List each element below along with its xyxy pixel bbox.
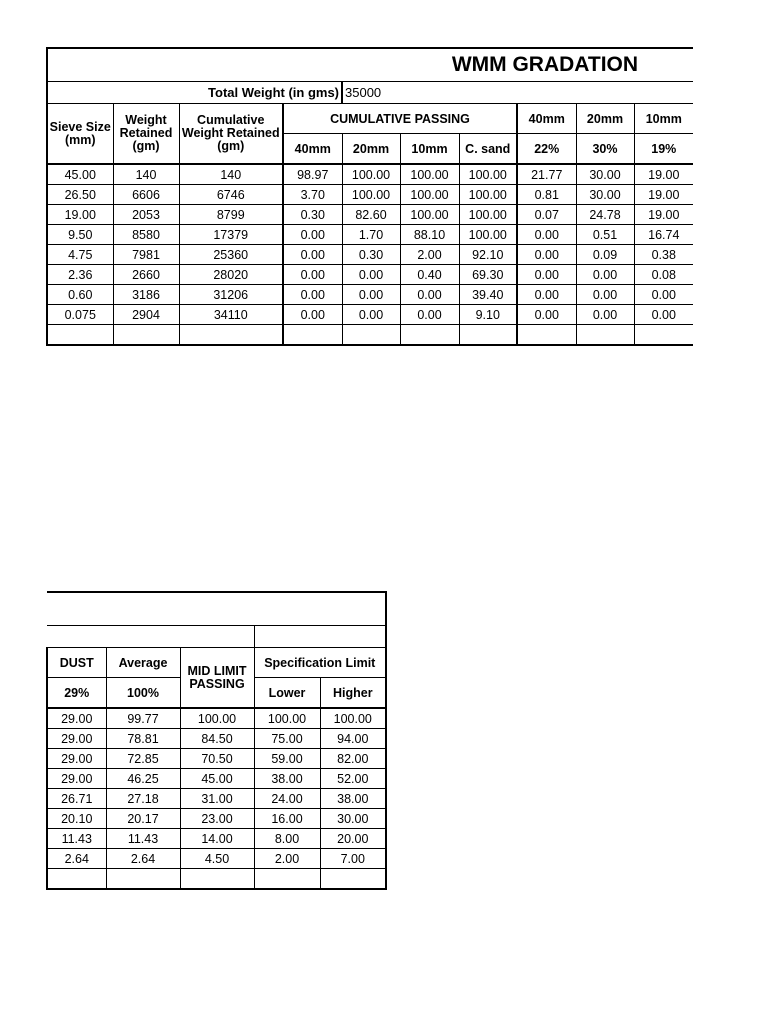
table-cell: 17379 bbox=[179, 225, 283, 245]
table-cell bbox=[106, 869, 180, 890]
table-cell: 29.00 bbox=[47, 708, 106, 729]
table-cell: 0.00 bbox=[517, 245, 576, 265]
header-spec-limit: Specification Limit bbox=[254, 648, 386, 678]
table-cell bbox=[459, 325, 517, 346]
table-cell: 0.60 bbox=[47, 285, 113, 305]
table-cell: 14.00 bbox=[180, 829, 254, 849]
table-row bbox=[47, 245, 693, 265]
table-cell: 46.25 bbox=[106, 769, 180, 789]
specification-table-body bbox=[47, 708, 386, 869]
header-passing-10mm: 10mm bbox=[400, 134, 459, 165]
table-cell: 0.30 bbox=[283, 205, 342, 225]
header-blend-40mm: 40mm bbox=[517, 104, 576, 134]
table-cell: 4.50 bbox=[180, 849, 254, 869]
table-cell bbox=[179, 325, 283, 346]
header-cumulative-passing: CUMULATIVE PASSING bbox=[283, 104, 517, 134]
table-cell: 3186 bbox=[113, 285, 179, 305]
table-cell: 30.00 bbox=[576, 185, 634, 205]
table-cell: 19.00 bbox=[634, 164, 693, 185]
table-cell: 29.00 bbox=[47, 769, 106, 789]
table-cell: 59.00 bbox=[254, 749, 320, 769]
page-title: WMM GRADATION bbox=[47, 48, 693, 82]
table-cell: 0.30 bbox=[342, 245, 400, 265]
table-cell: 100.00 bbox=[459, 225, 517, 245]
table-cell: 27.18 bbox=[106, 789, 180, 809]
table-cell: 140 bbox=[179, 164, 283, 185]
header-blend-20mm: 20mm bbox=[576, 104, 634, 134]
table-row bbox=[47, 285, 693, 305]
table-cell: 3.70 bbox=[283, 185, 342, 205]
gradation-table-body bbox=[47, 164, 693, 325]
header-blend-10mm: 10mm bbox=[634, 104, 693, 134]
table-row bbox=[47, 225, 693, 245]
table-cell: 0.00 bbox=[576, 305, 634, 325]
table-cell: 28020 bbox=[179, 265, 283, 285]
table-cell bbox=[400, 325, 459, 346]
table-row bbox=[47, 829, 386, 849]
table-cell: 0.81 bbox=[517, 185, 576, 205]
table-cell: 0.00 bbox=[283, 225, 342, 245]
table-cell: 100.00 bbox=[400, 185, 459, 205]
table-cell: 6746 bbox=[179, 185, 283, 205]
table-cell: 2.36 bbox=[47, 265, 113, 285]
table-cell: 11.43 bbox=[47, 829, 106, 849]
table-cell: 16.00 bbox=[254, 809, 320, 829]
table-cell: 0.00 bbox=[517, 285, 576, 305]
table-cell: 0.00 bbox=[634, 285, 693, 305]
table-row bbox=[47, 164, 693, 185]
table-row bbox=[47, 769, 386, 789]
table-cell: 70.50 bbox=[180, 749, 254, 769]
table-cell: 31.00 bbox=[180, 789, 254, 809]
table-cell: 20.10 bbox=[47, 809, 106, 829]
table-cell: 100.00 bbox=[400, 205, 459, 225]
table-cell: 9.10 bbox=[459, 305, 517, 325]
table-cell: 11.43 bbox=[106, 829, 180, 849]
table-cell: 2.00 bbox=[254, 849, 320, 869]
table-cell bbox=[517, 325, 576, 346]
table-row-empty bbox=[47, 325, 693, 346]
table-cell: 26.71 bbox=[47, 789, 106, 809]
table-cell: 94.00 bbox=[320, 729, 386, 749]
header-cumulative-weight: Cumulative Weight Retained (gm) bbox=[179, 104, 283, 165]
table-cell: 100.00 bbox=[342, 164, 400, 185]
table-cell: 1.70 bbox=[342, 225, 400, 245]
table-cell bbox=[576, 325, 634, 346]
specification-table bbox=[46, 591, 387, 890]
header-percent-20mm: 30% bbox=[576, 134, 634, 165]
table-cell: 2660 bbox=[113, 265, 179, 285]
table-cell: 140 bbox=[113, 164, 179, 185]
table-cell: 0.51 bbox=[576, 225, 634, 245]
table-cell: 0.075 bbox=[47, 305, 113, 325]
table-cell: 100.00 bbox=[180, 708, 254, 729]
table-row-empty bbox=[47, 869, 386, 890]
header-passing-20mm: 20mm bbox=[342, 134, 400, 165]
table-row bbox=[47, 729, 386, 749]
table-row bbox=[47, 749, 386, 769]
table-cell: 88.10 bbox=[400, 225, 459, 245]
table-cell: 8799 bbox=[179, 205, 283, 225]
header-passing-csand: C. sand bbox=[459, 134, 517, 165]
table-cell: 100.00 bbox=[400, 164, 459, 185]
table-cell: 0.07 bbox=[517, 205, 576, 225]
table-cell: 52.00 bbox=[320, 769, 386, 789]
table-cell: 29.00 bbox=[47, 749, 106, 769]
table-cell: 0.00 bbox=[283, 245, 342, 265]
table-cell: 19.00 bbox=[634, 185, 693, 205]
total-weight-value: 35000 bbox=[342, 82, 693, 104]
table-cell: 100.00 bbox=[342, 185, 400, 205]
table-cell bbox=[47, 325, 113, 346]
table-cell: 82.60 bbox=[342, 205, 400, 225]
table-cell: 69.30 bbox=[459, 265, 517, 285]
table-cell: 0.00 bbox=[283, 285, 342, 305]
table-cell: 0.00 bbox=[400, 285, 459, 305]
table-cell bbox=[320, 869, 386, 890]
table-cell bbox=[283, 325, 342, 346]
table-cell: 0.00 bbox=[517, 225, 576, 245]
table-cell: 100.00 bbox=[459, 164, 517, 185]
table-cell: 0.00 bbox=[342, 265, 400, 285]
header-higher: Higher bbox=[320, 678, 386, 709]
table-cell: 2.64 bbox=[47, 849, 106, 869]
table-cell: 0.00 bbox=[342, 285, 400, 305]
table-row bbox=[47, 265, 693, 285]
table-cell: 2.64 bbox=[106, 849, 180, 869]
table-cell: 7981 bbox=[113, 245, 179, 265]
table-cell: 0.08 bbox=[634, 265, 693, 285]
header-dust-percent: 29% bbox=[47, 678, 106, 709]
table-cell: 21.77 bbox=[517, 164, 576, 185]
table-cell: 0.40 bbox=[400, 265, 459, 285]
header-mid-limit: MID LIMIT PASSING bbox=[180, 648, 254, 709]
table-cell: 25360 bbox=[179, 245, 283, 265]
table-cell: 19.00 bbox=[47, 205, 113, 225]
header-percent-40mm: 22% bbox=[517, 134, 576, 165]
table-cell bbox=[254, 869, 320, 890]
table-cell: 29.00 bbox=[47, 729, 106, 749]
header-passing-40mm: 40mm bbox=[283, 134, 342, 165]
table-cell: 45.00 bbox=[180, 769, 254, 789]
table-cell: 92.10 bbox=[459, 245, 517, 265]
table-cell: 9.50 bbox=[47, 225, 113, 245]
header-average: Average bbox=[106, 648, 180, 678]
gradation-table bbox=[46, 47, 693, 346]
table-cell: 100.00 bbox=[320, 708, 386, 729]
header-dust: DUST bbox=[47, 648, 106, 678]
table-cell: 19.00 bbox=[634, 205, 693, 225]
table-cell: 0.00 bbox=[634, 305, 693, 325]
table-cell: 30.00 bbox=[320, 809, 386, 829]
header-average-percent: 100% bbox=[106, 678, 180, 709]
table-cell: 23.00 bbox=[180, 809, 254, 829]
table-cell: 0.00 bbox=[342, 305, 400, 325]
table-cell bbox=[47, 626, 254, 648]
header-lower: Lower bbox=[254, 678, 320, 709]
table-cell: 38.00 bbox=[254, 769, 320, 789]
table-cell: 0.00 bbox=[576, 285, 634, 305]
table-cell: 26.50 bbox=[47, 185, 113, 205]
table-cell: 31206 bbox=[179, 285, 283, 305]
header-weight-retained: Weight Retained (gm) bbox=[113, 104, 179, 165]
table-cell: 72.85 bbox=[106, 749, 180, 769]
table-cell: 8.00 bbox=[254, 829, 320, 849]
table-cell: 8580 bbox=[113, 225, 179, 245]
table-cell bbox=[113, 325, 179, 346]
table-cell: 0.00 bbox=[283, 305, 342, 325]
table-cell: 2053 bbox=[113, 205, 179, 225]
table-cell: 20.17 bbox=[106, 809, 180, 829]
table-cell: 4.75 bbox=[47, 245, 113, 265]
table-cell: 2904 bbox=[113, 305, 179, 325]
table-cell: 24.78 bbox=[576, 205, 634, 225]
table-cell: 2.00 bbox=[400, 245, 459, 265]
table-cell: 99.77 bbox=[106, 708, 180, 729]
header-sieve-size: Sieve Size (mm) bbox=[47, 104, 113, 165]
table-cell bbox=[47, 592, 386, 626]
table-cell: 38.00 bbox=[320, 789, 386, 809]
table-cell bbox=[47, 869, 106, 890]
table-cell: 24.00 bbox=[254, 789, 320, 809]
table-cell: 45.00 bbox=[47, 164, 113, 185]
table-cell: 39.40 bbox=[459, 285, 517, 305]
table-cell: 82.00 bbox=[320, 749, 386, 769]
table-cell: 0.00 bbox=[283, 265, 342, 285]
table-cell: 98.97 bbox=[283, 164, 342, 185]
table-row bbox=[47, 185, 693, 205]
table-cell: 30.00 bbox=[576, 164, 634, 185]
table-cell: 34110 bbox=[179, 305, 283, 325]
table-cell: 100.00 bbox=[459, 185, 517, 205]
table-row bbox=[47, 305, 693, 325]
table-cell: 78.81 bbox=[106, 729, 180, 749]
table-cell: 75.00 bbox=[254, 729, 320, 749]
table-cell: 0.00 bbox=[576, 265, 634, 285]
table-cell: 0.00 bbox=[517, 265, 576, 285]
table-cell: 0.00 bbox=[517, 305, 576, 325]
table-cell: 100.00 bbox=[254, 708, 320, 729]
table-cell: 7.00 bbox=[320, 849, 386, 869]
table-cell bbox=[180, 869, 254, 890]
table-cell: 0.00 bbox=[400, 305, 459, 325]
table-cell bbox=[342, 325, 400, 346]
table-cell bbox=[634, 325, 693, 346]
table-row bbox=[47, 809, 386, 829]
table-row bbox=[47, 789, 386, 809]
table-row bbox=[47, 849, 386, 869]
table-cell: 84.50 bbox=[180, 729, 254, 749]
total-weight-label: Total Weight (in gms) bbox=[47, 82, 342, 104]
table-cell: 100.00 bbox=[459, 205, 517, 225]
table-cell: 0.38 bbox=[634, 245, 693, 265]
table-cell bbox=[254, 626, 386, 648]
table-row bbox=[47, 708, 386, 729]
table-cell: 0.09 bbox=[576, 245, 634, 265]
table-cell: 16.74 bbox=[634, 225, 693, 245]
header-percent-10mm: 19% bbox=[634, 134, 693, 165]
table-cell: 20.00 bbox=[320, 829, 386, 849]
table-cell: 6606 bbox=[113, 185, 179, 205]
table-row bbox=[47, 205, 693, 225]
